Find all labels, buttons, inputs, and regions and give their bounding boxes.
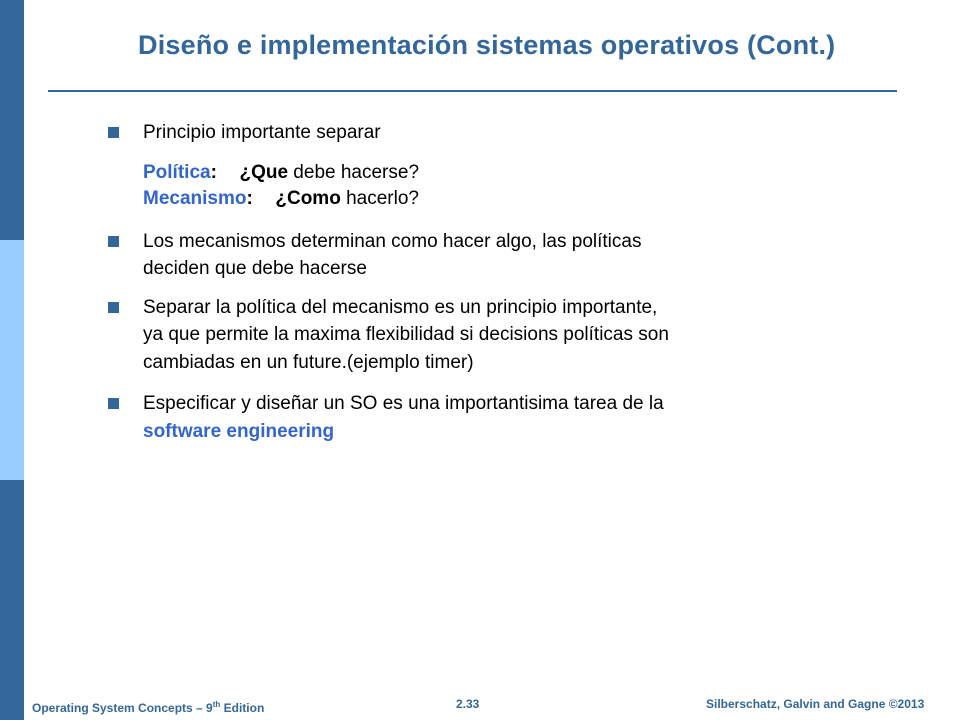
mechanism-line (143, 187, 419, 211)
page-number: 2.33 (456, 697, 480, 711)
mechanism-term: Mecanismo (143, 188, 247, 209)
sidebar-stripe (0, 0, 24, 720)
footer-book-title (32, 700, 264, 715)
bullet-text: Especificar y diseñar un SO es una importantisima tarea de la (143, 393, 664, 414)
policy-line (143, 161, 419, 185)
footer-book: Operating System Concepts – 9 (32, 701, 213, 715)
bullet-text: Principio importante separar (143, 122, 381, 143)
policy-term: Política (143, 162, 211, 183)
title-divider (48, 90, 897, 92)
sidebar-segment-bottom (0, 480, 24, 720)
slide-title: Diseño e implementación sistemas operativos (Cont.) (138, 30, 836, 60)
footer-edition: Edition (220, 701, 265, 715)
sidebar-segment-top (0, 0, 24, 240)
mechanism-question-rest: hacerlo? (340, 188, 419, 209)
policy-question-rest: debe hacerse? (288, 162, 420, 183)
bullet-text: Los mecanismos determinan como hacer algo, las políticas (143, 231, 642, 252)
software-engineering-highlight: software engineering (143, 421, 335, 442)
bullet-marker (108, 302, 119, 313)
bullet-text: Separar la política del mecanismo es un principio importante, (143, 297, 658, 318)
mechanism-question-bold: ¿Como (275, 188, 341, 209)
sidebar-segment-middle (0, 240, 24, 480)
bullet-marker (108, 236, 119, 247)
bullet-marker (108, 127, 119, 138)
policy-colon: : (210, 162, 217, 183)
bullet-marker (108, 398, 119, 409)
policy-question-bold: ¿Que (239, 162, 289, 183)
mechanism-colon: : (246, 188, 253, 209)
bullet-text: ya que permite la maxima flexibilidad si decisions políticas son (143, 324, 669, 345)
footer-copyright: Silberschatz, Galvin and Gagne ©2013 (706, 697, 925, 711)
bullet-text: cambiadas en un future.(ejemplo timer) (143, 352, 474, 373)
footer-edition-sup: th (212, 700, 221, 709)
bullet-text: deciden que debe hacerse (143, 258, 367, 279)
